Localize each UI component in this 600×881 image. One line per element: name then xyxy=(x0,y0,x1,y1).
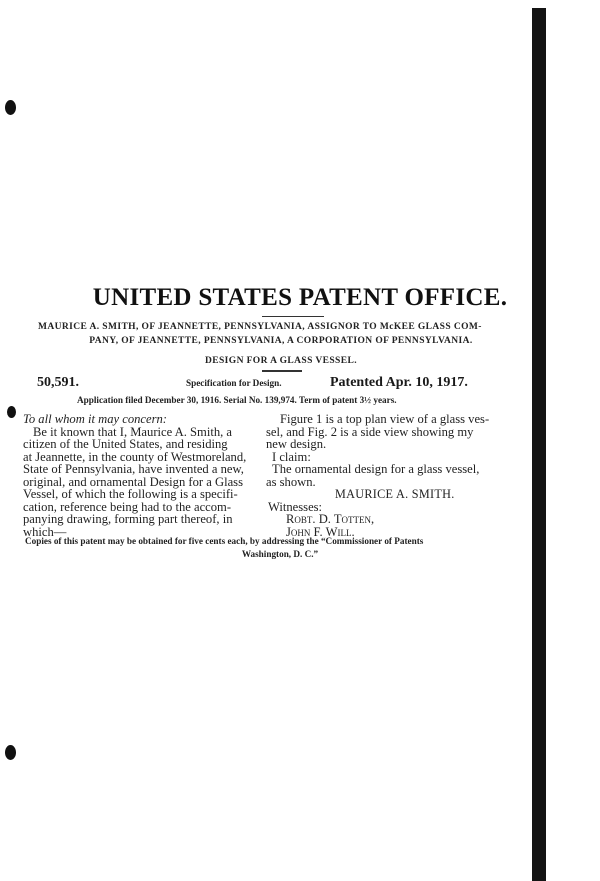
body-line: sel, and Fig. 2 is a side view showing my xyxy=(266,424,474,439)
body-line: Be it known that I, Maurice A. Smith, a xyxy=(33,424,233,439)
signature: MAURICE A. SMITH. xyxy=(335,487,455,501)
claim-label: I claim: xyxy=(272,449,311,464)
spec-label: Specification for Design. xyxy=(186,378,282,388)
design-title: DESIGN FOR A GLASS VESSEL. xyxy=(205,356,357,366)
office-title: UNITED STATES PATENT OFFICE. xyxy=(92,284,508,311)
patent-number: 50,591. xyxy=(37,375,79,390)
design-rule xyxy=(262,370,302,372)
copies-note-line-2: Washington, D. C.” xyxy=(241,549,319,559)
body-line: original, and ornamental Design for a Glass xyxy=(23,474,243,489)
punch-hole-bottom xyxy=(5,745,16,760)
body-line: Vessel, of which the following is a specifi- xyxy=(23,487,238,501)
right-column xyxy=(266,413,532,538)
witnesses-label: Witnesses: xyxy=(268,499,323,514)
left-column xyxy=(23,413,255,538)
body-line: panying drawing, forming part thereof, in xyxy=(23,512,233,526)
punch-hole-middle xyxy=(7,406,16,418)
body-line: citizen of the United States, and residing xyxy=(23,437,228,451)
punch-hole-top xyxy=(5,100,16,115)
body-line: Figure 1 is a top plan view of a glass ves- xyxy=(280,412,490,426)
body-line: new design. xyxy=(266,437,327,451)
inventor-line-1: MAURICE A. SMITH, OF JEANNETTE, PENNSYLVANIA, ASSIGNOR TO McKEE GLASS COM- xyxy=(38,322,482,332)
body-line: cation, reference being had to the accom- xyxy=(23,499,232,514)
salutation: To all whom it may concern: xyxy=(23,412,168,426)
copies-note-line-1: Copies of this patent may be obtained for five cents each, by addressing the “Commissioner of Patents xyxy=(25,536,424,546)
patented-date: Patented Apr. 10, 1917. xyxy=(330,375,468,390)
body-line: at Jeannette, in the county of Westmoreland, xyxy=(23,449,247,464)
witness-name: John F. Will. xyxy=(286,524,355,539)
body-line: State of Pennsylvania, have invented a new, xyxy=(23,462,244,476)
witness-name: Robt. D. Totten, xyxy=(286,512,375,526)
body-line: which— xyxy=(23,524,67,539)
claim-line: The ornamental design for a glass vessel, xyxy=(272,462,480,476)
application-line: Application filed December 30, 1916. Serial No. 139,974. Term of patent 3½ years. xyxy=(77,395,397,405)
inventor-line-2: PANY, OF JEANNETTE, PENNSYLVANIA, A CORPORATION OF PENNSYLVANIA. xyxy=(89,336,473,346)
title-rule xyxy=(262,316,324,317)
claim-line: as shown. xyxy=(266,474,316,489)
scan-edge-bar xyxy=(532,8,546,881)
